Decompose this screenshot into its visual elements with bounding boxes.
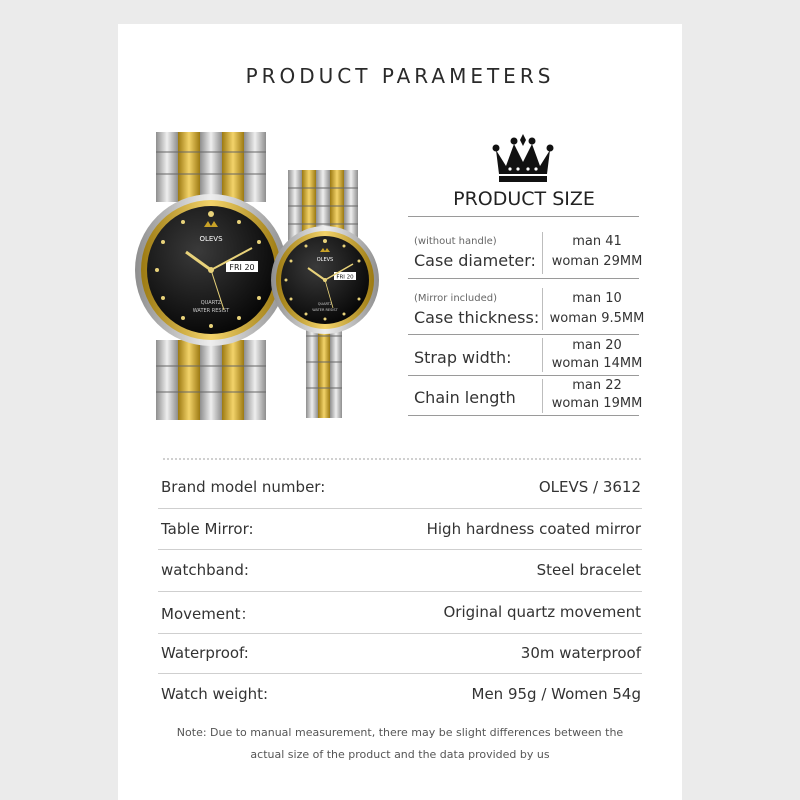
spec-man-value: man 10 <box>572 291 622 306</box>
spec-man-value: man 22 <box>572 378 622 393</box>
param-value-brand: OLEVS / 3612 <box>538 478 641 496</box>
spec-woman-value: woman 19MM <box>551 396 643 411</box>
men-watch <box>135 132 287 420</box>
param-label-movement: Movement： <box>161 605 256 623</box>
note-line: actual size of the product and the data provided by us <box>250 748 550 761</box>
spec-separator <box>542 288 543 330</box>
men-dial-water: WATER RESIST <box>192 308 230 314</box>
dotted-separator <box>163 458 641 460</box>
param-label-brand: Brand model number: <box>161 478 326 496</box>
divider <box>408 334 639 335</box>
measurement-note <box>150 722 650 766</box>
spec-label: Chain length <box>414 388 516 407</box>
row-divider <box>158 549 642 550</box>
spec-separator <box>542 338 543 372</box>
param-label-mirror: Table Mirror: <box>161 520 254 538</box>
param-value-movement: Original quartz movement <box>443 603 641 621</box>
spec-separator <box>542 232 543 274</box>
page-title: PRODUCT PARAMETERS <box>245 64 555 88</box>
param-value-weight: Men 95g / Women 54g <box>471 685 641 703</box>
spec-note: (without handle) <box>414 236 497 247</box>
men-dial-quartz: QUARTZ <box>200 300 222 306</box>
param-label-weight: Watch weight: <box>161 685 269 703</box>
param-value-waterproof: 30m waterproof <box>520 644 641 662</box>
spec-woman-value: woman 9.5MM <box>549 311 645 326</box>
spec-label: Case diameter: <box>414 251 536 270</box>
spec-woman-value: woman 29MM <box>551 254 643 269</box>
row-divider <box>158 673 642 674</box>
women-dial-water: WATER RESIST <box>312 308 338 312</box>
note-line: Note: Due to manual measurement, there may be slight differences between the <box>176 726 624 739</box>
param-value-watchband: Steel bracelet <box>536 561 641 579</box>
spec-separator <box>542 379 543 413</box>
param-label-watchband: watchband: <box>161 561 249 579</box>
param-label-waterproof: Waterproof: <box>161 644 249 662</box>
divider <box>408 278 639 279</box>
spec-label: Strap width: <box>414 348 512 367</box>
women-date-window: FRI 20 <box>336 274 354 281</box>
women-watch <box>271 170 379 418</box>
divider <box>408 415 639 416</box>
divider <box>408 375 639 376</box>
row-divider <box>158 591 642 592</box>
product-size-heading: PRODUCT SIZE <box>453 188 595 210</box>
param-value-mirror: High hardness coated mirror <box>426 520 641 538</box>
divider <box>408 216 639 217</box>
men-dial-brand: OLEVS <box>199 235 223 243</box>
crown-icon <box>490 132 556 184</box>
row-divider <box>158 633 642 634</box>
spec-label: Case thickness: <box>414 308 540 327</box>
spec-note: (Mirror included) <box>414 293 498 304</box>
row-divider <box>158 508 642 509</box>
women-dial-quartz: QUARTZ <box>317 302 333 306</box>
women-dial-brand: OLEVS <box>316 257 334 263</box>
spec-man-value: man 20 <box>572 338 622 353</box>
men-date-window: FRI 20 <box>229 263 255 272</box>
spec-man-value: man 41 <box>572 234 622 249</box>
watch-pair-image <box>128 130 388 420</box>
spec-woman-value: woman 14MM <box>551 356 643 371</box>
